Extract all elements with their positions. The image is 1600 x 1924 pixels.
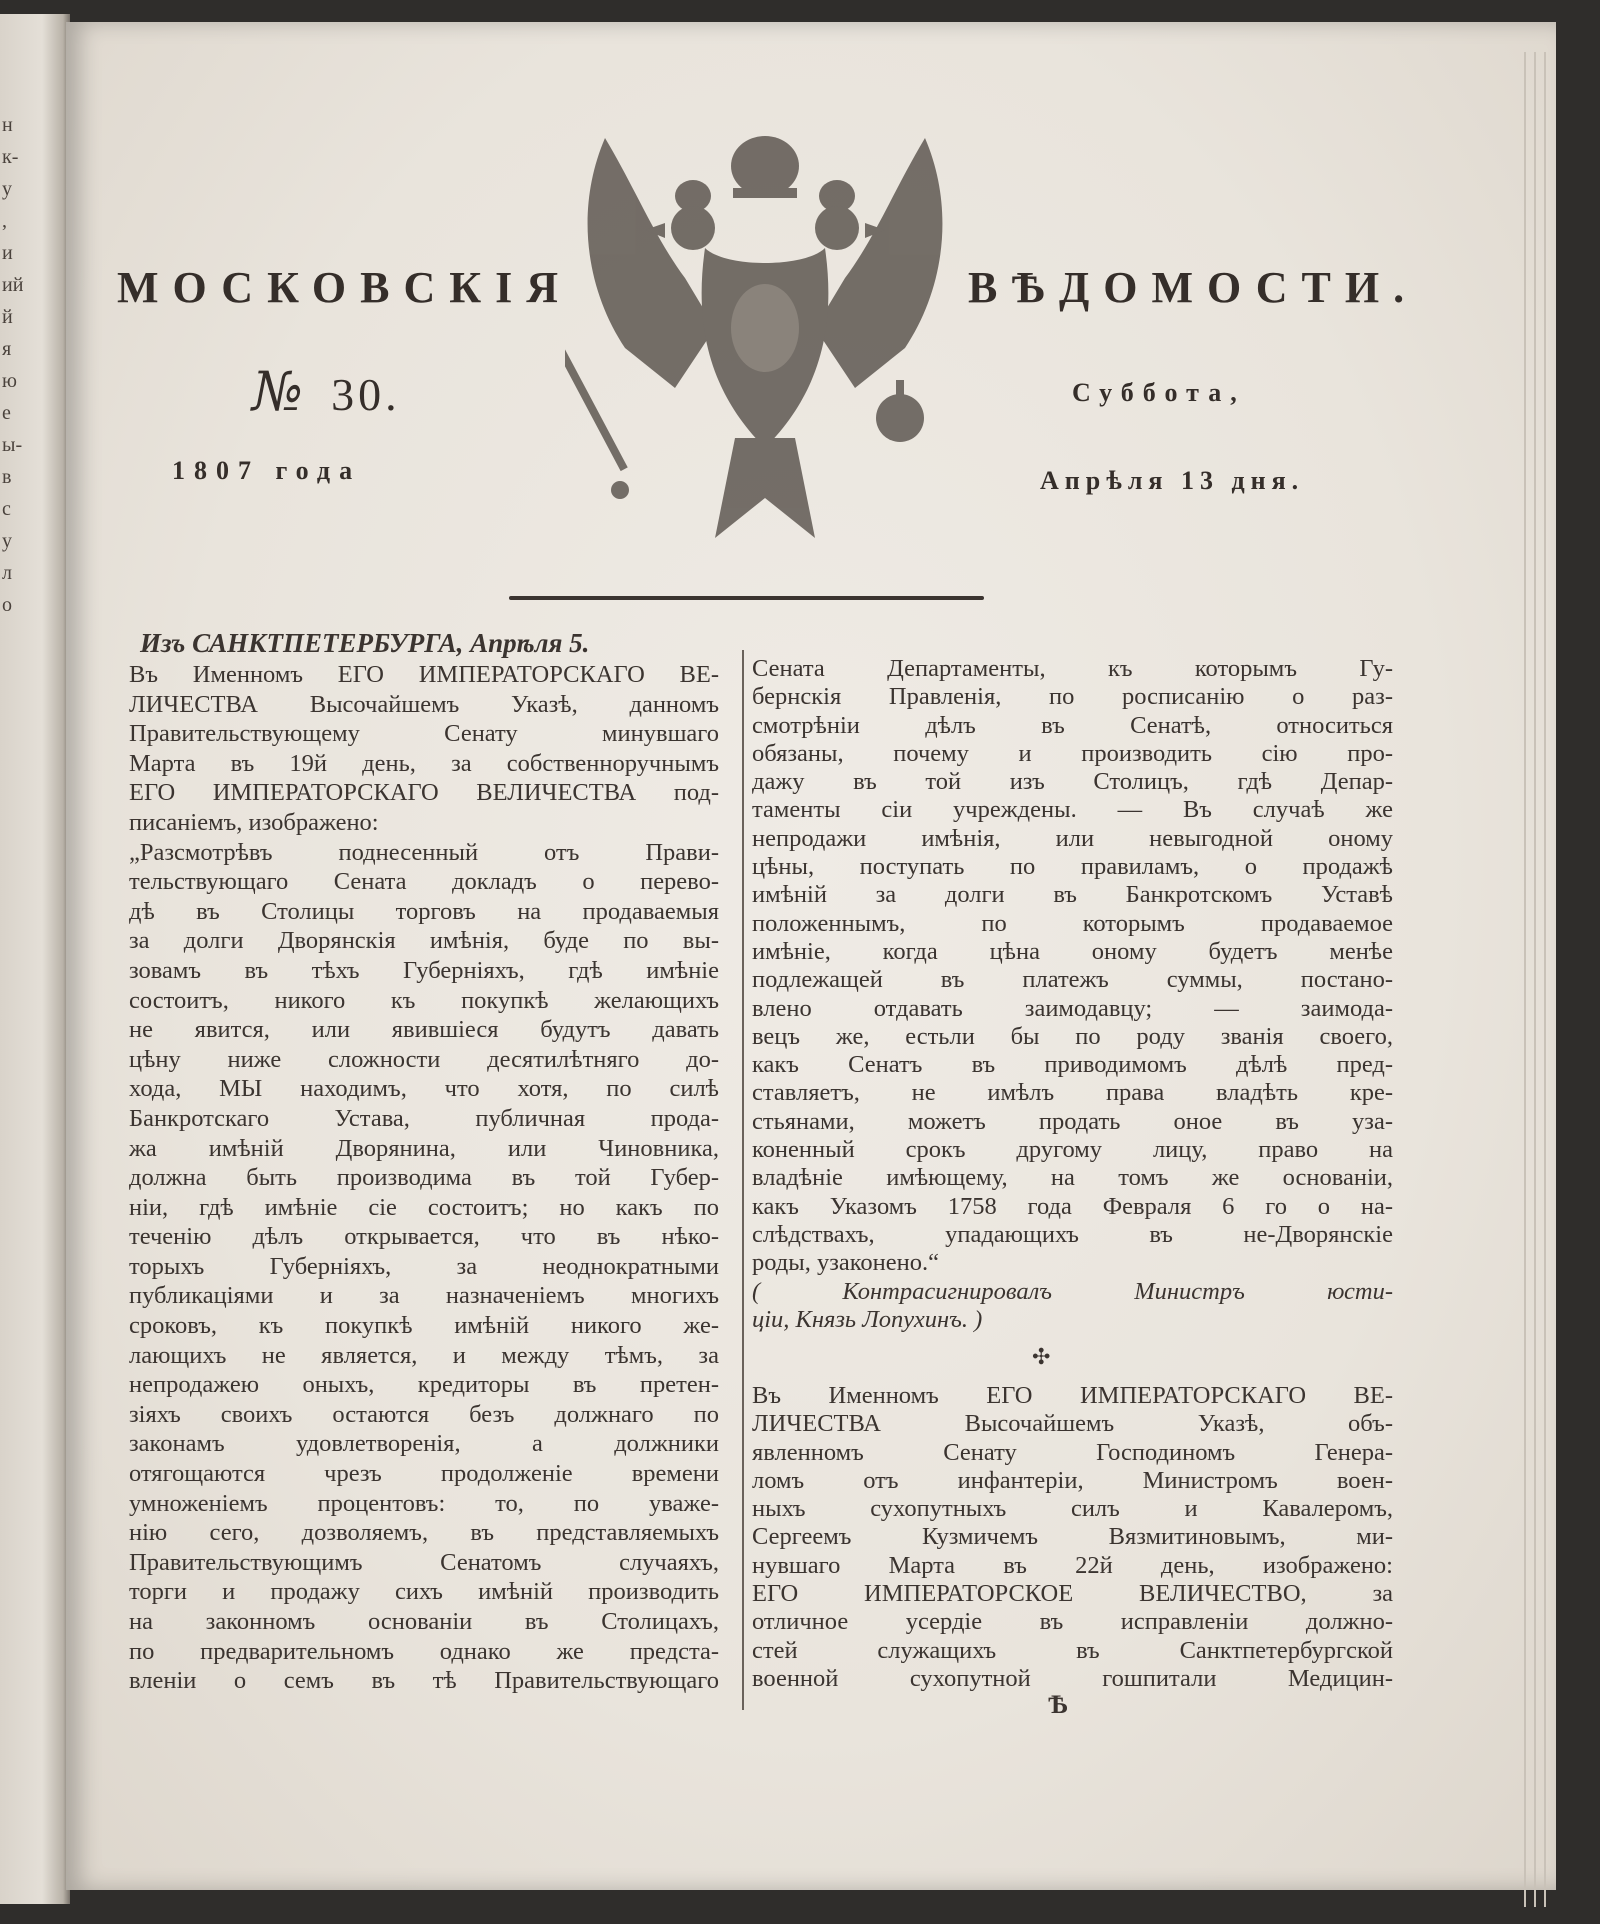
text-line: отягощаются чрезъ продолженіе времени xyxy=(129,1460,719,1488)
text-line: вленіи о семъ въ тѣ Правительствующаго xyxy=(129,1667,719,1695)
double-headed-eagle-emblem xyxy=(565,118,965,550)
previous-page-text-fragment: о xyxy=(2,594,12,616)
text-line: лающихъ не является, и между тѣмъ, за xyxy=(129,1341,719,1369)
previous-page-text-fragment: с xyxy=(2,498,11,520)
article2-column xyxy=(752,1382,1393,1693)
text-line: имѣній за долги въ Банкротскомъ Уставѣ xyxy=(752,881,1393,909)
text-line: законамъ удовлетворенія, а должники xyxy=(129,1430,719,1458)
text-line: тельствующаго Сената докладъ о перево- xyxy=(129,868,719,896)
text-line: непродажи имѣнія, или невыгодной оному xyxy=(752,824,1393,852)
text-line: Банкротскаго Устава, публичная прода- xyxy=(129,1104,719,1132)
text-line: умноженіемъ процентовъ: то, по уваже- xyxy=(129,1489,719,1517)
text-line: зовамъ въ тѣхъ Губерніяхъ, гдѣ имѣніе xyxy=(129,956,719,984)
text-line: ніи, гдѣ имѣніе сіе состоитъ; но какъ по xyxy=(129,1193,719,1221)
previous-page-text-fragment: л xyxy=(2,562,12,584)
previous-page-text-fragment: к- xyxy=(2,146,19,168)
text-line: хода, МЫ находимъ, что хотя, по силѣ xyxy=(129,1075,719,1103)
page-stack-edge xyxy=(1534,52,1536,1907)
text-line: какъ Указомъ 1758 года Февраля 6 го о на- xyxy=(752,1192,1393,1220)
text-line: Въ Именномъ ЕГО ИМПЕРАТОРСКАГО ВЕ- xyxy=(752,1382,1393,1409)
text-line: бернскія Правленія, по росписанію о раз- xyxy=(752,683,1393,711)
text-line: роды, узаконено.“ xyxy=(752,1249,940,1277)
text-line: Сената Департаменты, къ которымъ Гу- xyxy=(752,655,1393,682)
text-line: военной сухопутной гошпитали Медицин- xyxy=(752,1664,1393,1692)
text-line: публикаціями и за назначеніемъ многихъ xyxy=(129,1282,719,1310)
text-line: ныхъ сухопутныхъ силъ и Кавалеромъ, xyxy=(752,1495,1393,1523)
text-line: таменты сіи учреждены. — Въ случаѣ же xyxy=(752,796,1393,824)
issue-number xyxy=(252,360,401,423)
issue-number-value: 30. xyxy=(331,369,401,420)
text-line: стьянами, можетъ продать оное въ уза- xyxy=(752,1107,1393,1135)
text-line: торги и продажу сихъ имѣній производить xyxy=(129,1578,719,1606)
text-line: „Разсмотрѣвъ поднесенный отъ Прави- xyxy=(129,838,719,866)
text-line: обязаны, почему и производить сію про- xyxy=(752,739,1393,767)
section-ornament: ✣ xyxy=(1032,1344,1051,1369)
text-line: отличное усердіе въ исправленіи должно- xyxy=(752,1608,1393,1636)
previous-page-text-fragment: в xyxy=(2,466,12,488)
text-line: за долги Дворянскія имѣнія, буде по вы- xyxy=(129,927,719,955)
text-line: должна быть производима въ той Губер- xyxy=(129,1164,719,1192)
text-line: владѣніе имѣющему, на томъ же основаніи, xyxy=(752,1164,1393,1192)
text-line: Сергеемъ Кузмичемъ Вязмитиновымъ, ми- xyxy=(752,1523,1393,1551)
text-line: нію сего, дозволяемъ, въ представляемыхъ xyxy=(129,1519,719,1547)
text-line: явленномъ Сенату Господиномъ Генера- xyxy=(752,1438,1393,1466)
text-line: ЛИЧЕСТВА Высочайшемъ Указѣ, объ- xyxy=(752,1410,1393,1438)
previous-page-text-fragment: е xyxy=(2,402,11,424)
text-line: смотрѣніи дѣлъ въ Сенатѣ, относиться xyxy=(752,711,1393,739)
text-line: жа имѣній Дворянина, или Чиновника, xyxy=(129,1134,719,1162)
text-line: влено отдавать заимодавцу; — заимода- xyxy=(752,994,1393,1022)
previous-page-text-fragment: ы- xyxy=(2,434,23,456)
text-line: Правительствующему Сенату минувшаго xyxy=(129,720,719,748)
text-line: положеннымъ, по которымъ продаваемое xyxy=(752,909,1393,937)
number-sign: № xyxy=(252,360,308,423)
previous-page-text-fragment: ий xyxy=(2,274,24,296)
text-line: ЕГО ИМПЕРАТОРСКОЕ ВЕЛИЧЕСТВО, за xyxy=(752,1580,1393,1608)
text-line: теченію дѣлъ открывается, что въ нѣко- xyxy=(129,1223,719,1251)
issue-year: 1807 года xyxy=(172,456,362,485)
text-line: Въ Именномъ ЕГО ИМПЕРАТОРСКАГО ВЕ- xyxy=(129,661,719,688)
previous-page-text-fragment: , xyxy=(2,210,7,232)
column-divider xyxy=(742,650,744,1710)
text-line: зіяхъ своихъ остаются безъ должнаго по xyxy=(129,1400,719,1428)
page-stack-edge xyxy=(1544,52,1546,1907)
text-line: слѣдствахъ, упадающихъ въ не-Дворянскіе xyxy=(752,1220,1393,1248)
text-line: ЛИЧЕСТВА Высочайшемъ Указѣ, данномъ xyxy=(129,690,719,718)
text-line: ЕГО ИМПЕРАТОРСКАГО ВЕЛИЧЕСТВА под- xyxy=(129,779,719,807)
previous-page-text-fragment: у xyxy=(2,178,12,200)
right-column xyxy=(752,655,1393,1334)
weekday: Суббота, xyxy=(1072,378,1246,407)
previous-page-text-fragment: н xyxy=(2,114,13,136)
text-line: подлежащей въ платежъ суммы, постано- xyxy=(752,966,1393,994)
text-line: не явится, или явившіеся будутъ давать xyxy=(129,1016,719,1044)
page-stack-edge xyxy=(1524,52,1526,1907)
text-line: ставляетъ, не имѣлъ права владѣть кре- xyxy=(752,1079,1393,1107)
text-line: дажу въ той изъ Столицъ, гдѣ Депар- xyxy=(752,768,1393,796)
previous-page-text-fragment: у xyxy=(2,530,12,552)
text-line: Марта въ 19й день, за собственноручнымъ xyxy=(129,749,719,777)
masthead-title-left: МОСКОВСКІЯ xyxy=(117,263,573,312)
text-line: сроковъ, къ покупкѣ имѣній никого же- xyxy=(129,1312,719,1340)
text-line: по предварительномъ однако же предста- xyxy=(129,1637,719,1665)
issue-date: Апрѣля 13 дня. xyxy=(1040,466,1305,495)
text-line: имѣніе, когда цѣна оному будетъ менѣе xyxy=(752,937,1393,965)
text-line: на законномъ основаніи въ Столицахъ, xyxy=(129,1608,719,1635)
text-line: Правительствующимъ Сенатомъ случаяхъ, xyxy=(129,1548,719,1576)
left-column xyxy=(129,660,719,1696)
text-line: вецъ же, естьли бы по роду званія своего, xyxy=(752,1022,1393,1050)
masthead-divider xyxy=(509,596,984,600)
text-line: непродажею оныхъ, кредиторы въ претен- xyxy=(129,1371,719,1399)
article-heading: Изъ САНКТПЕТЕРБУРГА, Апрѣля 5. xyxy=(140,628,590,658)
text-line: какъ Сенатъ въ приводимомъ дѣлѣ пред- xyxy=(752,1051,1393,1079)
text-line: торыхъ Губерніяхъ, за неоднократными xyxy=(129,1252,719,1280)
text-line: состоитъ, никого къ покупкѣ желающихъ xyxy=(129,986,719,1014)
previous-page-text-fragment: ю xyxy=(2,370,17,392)
text-line: писаніемъ, изображено: xyxy=(129,808,379,836)
text-line: стей служащихъ въ Санктпетербургской xyxy=(752,1636,1393,1664)
text-line: дѣ въ Столицы торговъ на продаваемыя xyxy=(129,897,719,925)
text-line: коненный срокъ другому лицу, право на xyxy=(752,1136,1393,1164)
catchword: Ѣ xyxy=(1048,1690,1068,1719)
text-line: цѣну ниже сложности десятилѣтняго до- xyxy=(129,1045,719,1073)
text-line: нувшаго Марта въ 22й день, изображено: xyxy=(752,1551,1393,1579)
previous-page-text-fragment: и xyxy=(2,242,13,264)
signature-line: ціи, Князь Лопухинъ. ) xyxy=(752,1305,983,1333)
previous-page-text-fragment: й xyxy=(2,306,13,328)
previous-page-text-fragment: я xyxy=(2,338,12,360)
text-line: ломъ отъ инфантеріи, Министромъ воен- xyxy=(752,1466,1393,1494)
text-line: цѣны, поступать по правиламъ, о продажѣ xyxy=(752,853,1393,881)
previous-page-edge xyxy=(0,14,70,1904)
signature-line: ( Контрасигнировалъ Министръ юсти- xyxy=(752,1277,1393,1305)
masthead-title-right: ВѢДОМОСТИ. xyxy=(968,263,1419,312)
